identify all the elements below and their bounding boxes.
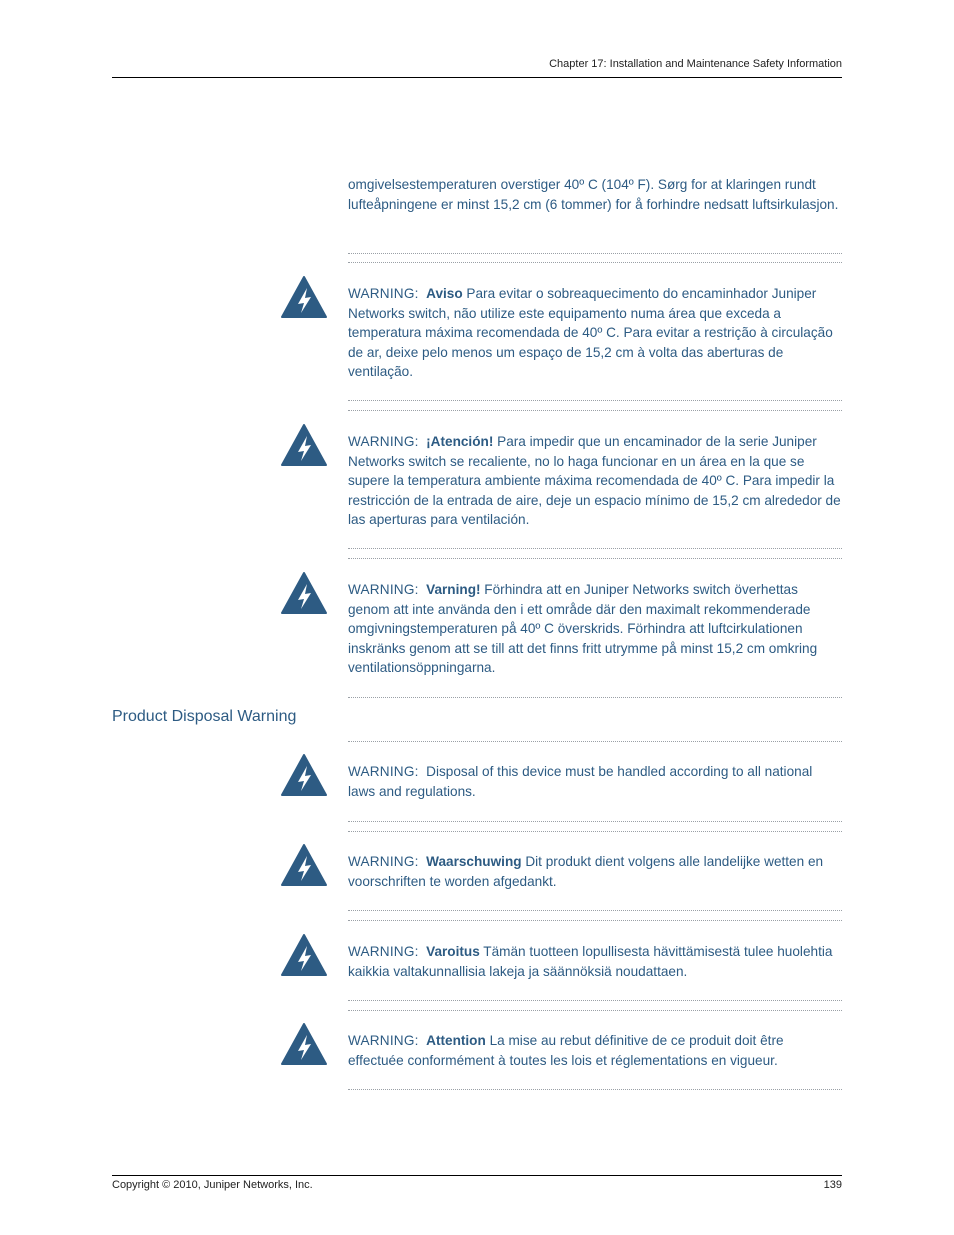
intro-paragraph: omgivelsestemperaturen overstiger 40º C (104º F). Sørg for at klaringen rundt lufteåpningene er minst 15,2 cm (6 tommer) for å forhindre nedsatt luftsirkulasjon. [348, 177, 839, 212]
warning-keyword: ¡Atención! [426, 434, 494, 449]
divider [348, 741, 842, 742]
page-number: 139 [823, 1179, 842, 1191]
warning-text: La mise au rebut définitive de ce produit doit être effectuée conformément à toutes les lois et réglementations en vigueur. [348, 1033, 784, 1068]
divider [348, 400, 842, 401]
warning-label: WARNING: [348, 764, 419, 779]
divider [348, 920, 842, 921]
electrical-hazard-warning-icon [280, 933, 328, 977]
divider [348, 831, 842, 832]
page-footer [112, 1175, 842, 1191]
electrical-hazard-warning-icon [280, 753, 328, 797]
electrical-hazard-warning-icon [280, 843, 328, 887]
warning-english [348, 762, 842, 801]
warning-label: WARNING: [348, 582, 419, 597]
chapter-title: Chapter 17: Installation and Maintenance Safety Information [549, 58, 842, 70]
warning-spanish [348, 432, 842, 530]
electrical-hazard-warning-icon [280, 571, 328, 615]
page-header [112, 57, 842, 78]
warning-keyword: Attention [426, 1033, 486, 1048]
warning-text: Disposal of this device must be handled according to all national laws and regulations. [348, 764, 813, 799]
warning-dutch [348, 852, 842, 891]
warning-text: Para evitar o sobreaquecimento do encaminhador Juniper Networks switch, não utilize este equipamento numa área que exceda a temperatura máxima recomendada de 40º C. Para evitar a restrição à circulação de ar, deixe pelo menos um espaço de 15,2 cm à volta das aberturas de ventilação. [348, 286, 833, 380]
section-title: Product Disposal Warning [112, 708, 297, 725]
divider [348, 910, 842, 911]
divider [348, 1089, 842, 1090]
divider [348, 558, 842, 559]
warning-finnish [348, 942, 842, 981]
divider [348, 253, 842, 254]
copyright: Copyright © 2010, Juniper Networks, Inc. [112, 1179, 313, 1191]
electrical-hazard-warning-icon [280, 423, 328, 467]
divider [348, 821, 842, 822]
electrical-hazard-warning-icon [280, 1022, 328, 1066]
warning-label: WARNING: [348, 434, 419, 449]
warning-label: WARNING: [348, 286, 419, 301]
warning-french [348, 1031, 842, 1070]
warning-keyword: Aviso [426, 286, 463, 301]
divider [348, 697, 842, 698]
electrical-hazard-warning-icon [280, 275, 328, 319]
warning-text: Dit produkt dient volgens alle landelijke wetten en voorschriften te worden afgedankt. [348, 854, 824, 889]
warning-portuguese [348, 284, 842, 382]
warning-label: WARNING: [348, 854, 419, 869]
warning-text: Förhindra att en Juniper Networks switch överhettas genom att inte använda den i ett område där den maximalt rekommenderade omgivningstemperaturen på 40º C överskrids. Förhindra att luftcirkulationen inskränks genom att se till att det finns fritt utrymme på minst 15,2 cm omkring ventilationsöppningarna. [348, 582, 818, 676]
warning-text: Tämän tuotteen lopullisesta hävittämisestä tulee huolehtia kaikkia valtakunnallisia lakeja ja säännöksiä noudattaen. [348, 944, 833, 979]
warning-label: WARNING: [348, 944, 419, 959]
warning-label: WARNING: [348, 1033, 419, 1048]
warning-keyword: Varning! [426, 582, 481, 597]
divider [348, 1010, 842, 1011]
warning-swedish [348, 580, 842, 678]
warning-keyword: Waarschuwing [426, 854, 522, 869]
divider [348, 548, 842, 549]
warning-keyword: Varoitus [426, 944, 480, 959]
divider [348, 262, 842, 263]
divider [348, 410, 842, 411]
divider [348, 1000, 842, 1001]
warning-text: Para impedir que un encaminador de la serie Juniper Networks switch se recaliente, no lo haga funcionar en un área en la que se supere la temperatura ambiente máxima recomendada de 40º C. Para impedir la restricción de la entrada de aire, deje un espacio mínimo de 15,2 cm alrededor de las aperturas para ventilación. [348, 434, 841, 528]
